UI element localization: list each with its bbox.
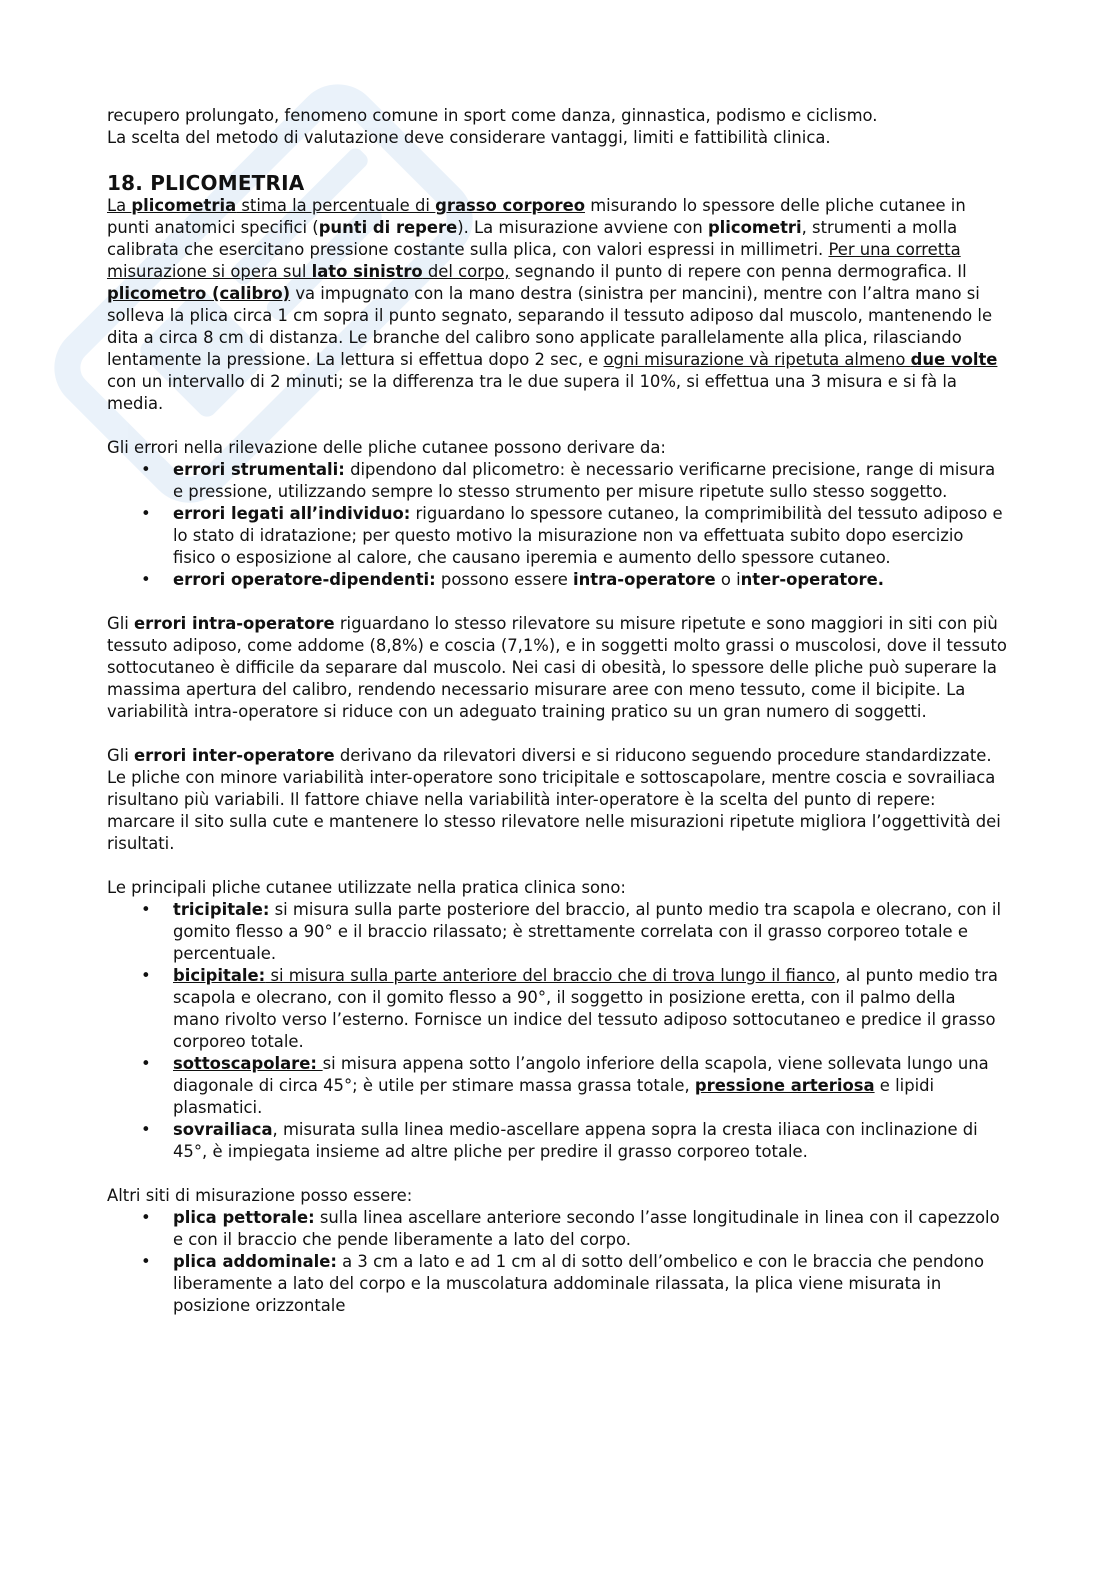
list-item: • errori legati all’individuo: riguardano lo spessore cutaneo, la comprimibilità del tessuto adiposo e lo stato di idratazione; per questo motivo la misurazione non va effettuata subito dopo esercizio fisico o esposizione al calore, che causano iperemia e aumento dello spessore cutaneo. [173,503,1007,569]
list-item: • sovrailiaca, misurata sulla linea medio-ascellare appena sopra la cresta iliaca con inclinazione di 45°, è impiegata insieme ad altre pliche per predire il grasso corporeo totale. [173,1119,1007,1163]
list-item: • errori strumentali: dipendono dal plicometro: è necessario verificarne precisione, range di misura e pressione, utilizzando sempre lo stesso strumento per misure ripetute sullo stesso soggetto. [173,459,1007,503]
inter-operator-paragraph: Gli errori inter-operatore derivano da rilevatori diversi e si riducono seguendo procedure standardizzate. Le pliche con minore variabilità inter-operatore sono tricipitale e sottoscapolare, mentre coscia e sovrailiaca risultano più variabili. Il fattore chiave nella variabilità inter-operatore è la scelta del punto di repere: marcare il sito sulla cute e mantenere lo stesso rilevatore nelle misurazioni ripetute migliora l’oggettività dei risultati. [107,746,1001,853]
list-item: • bicipitale: si misura sulla parte anteriore del braccio che di trova lungo il fianco, al punto medio tra scapola e olecrano, con il gomito flesso a 90°, il soggetto in posizione eretta, con il palmo della mano rivolto verso l’esterno. Fornisce un indice del tessuto adiposo sottocutaneo e predice il grasso corporeo totale. [173,965,1007,1053]
list-item: • tricipitale: si misura sulla parte posteriore del braccio, al punto medio tra scapola e olecrano, con il gomito flesso a 90° e il braccio rilassato; è strettamente correlata con il grasso corporeo totale e percentuale. [173,899,1007,965]
document-page [107,105,1007,1339]
errors-intro: Gli errori nella rilevazione delle pliche cutanee possono derivare da: [107,438,666,457]
intra-operator-paragraph: Gli errori intra-operatore riguardano lo stesso rilevatore su misure ripetute e sono maggiori in siti con più tessuto adiposo, come addome (8,8%) e coscia (7,1%), e in soggetti molto grassi o muscolosi, dove il tessuto sottocutaneo è difficile da separare dal muscolo. Nei casi di obesità, lo spessore delle pliche può superare la massima apertura del calibro, rendendo necessario misurare aree con meno tessuto, come il bicipite. La variabilità intra-operatore si riduce con un adeguato training pratico su un gran numero di soggetti. [107,614,1007,721]
errors-list [107,459,1007,591]
list-item: • sottoscapolare: si misura appena sotto l’angolo inferiore della scapola, viene sollevata lungo una diagonale di circa 45°; è utile per stimare massa grassa totale, pressione arteriosa e lipidi plasmatici. [173,1053,1007,1119]
list-item: • errori operatore-dipendenti: possono essere intra-operatore o inter-operatore. [173,569,1007,591]
list-item: • plica addominale: a 3 cm a lato e ad 1 cm al di sotto dell’ombelico e con le braccia che pendono liberamente a lato del corpo e la muscolatura addominale rilassata, la plica viene misurata in posizione orizzontale [173,1251,1007,1317]
main-folds-list [107,899,1007,1163]
other-sites-intro: Altri siti di misurazione posso essere: [107,1186,413,1205]
section-title: 18. PLICOMETRIA [107,171,305,195]
list-item: • plica pettorale: sulla linea ascellare anteriore secondo l’asse longitudinale in linea con il capezzolo e con il braccio che pende liberamente a lato del corpo. [173,1207,1007,1251]
intro-paragraph: recupero prolungato, fenomeno comune in sport come danza, ginnastica, podismo e ciclismo. La scelta del metodo di valutazione deve considerare vantaggi, limiti e fattibilità clinica. [107,106,878,147]
other-sites-list [107,1207,1007,1317]
plicometria-paragraph: La plicometria stima la percentuale di grasso corporeo misurando lo spessore delle pliche cutanee in punti anatomici specifici (punti di repere). La misurazione avviene con plicometri, strumenti a molla calibrata che esercitano pressione costante sulla plica, con valori espressi in millimetri. Per una corretta misurazione si opera sul lato sinistro del corpo, segnando il punto di repere con penna dermografica. Il plicometro (calibro) va impugnato con la mano destra (sinistra per mancini), mentre con l’altra mano si solleva la plica circa 1 cm sopra il punto segnato, separando il tessuto adiposo dal muscolo, mantenendo le dita a circa 8 cm di distanza. Le branche del calibro sono applicate parallelamente alla plica, rilasciando lentamente la pressione. La lettura si effettua dopo 2 sec, e ogni misurazione và ripetuta almeno due volte con un intervallo di 2 minuti; se la differenza tra le due supera il 10%, si effettua una 3 misura e si fà la media. [107,196,998,413]
main-folds-intro: Le principali pliche cutanee utilizzate nella pratica clinica sono: [107,878,626,897]
